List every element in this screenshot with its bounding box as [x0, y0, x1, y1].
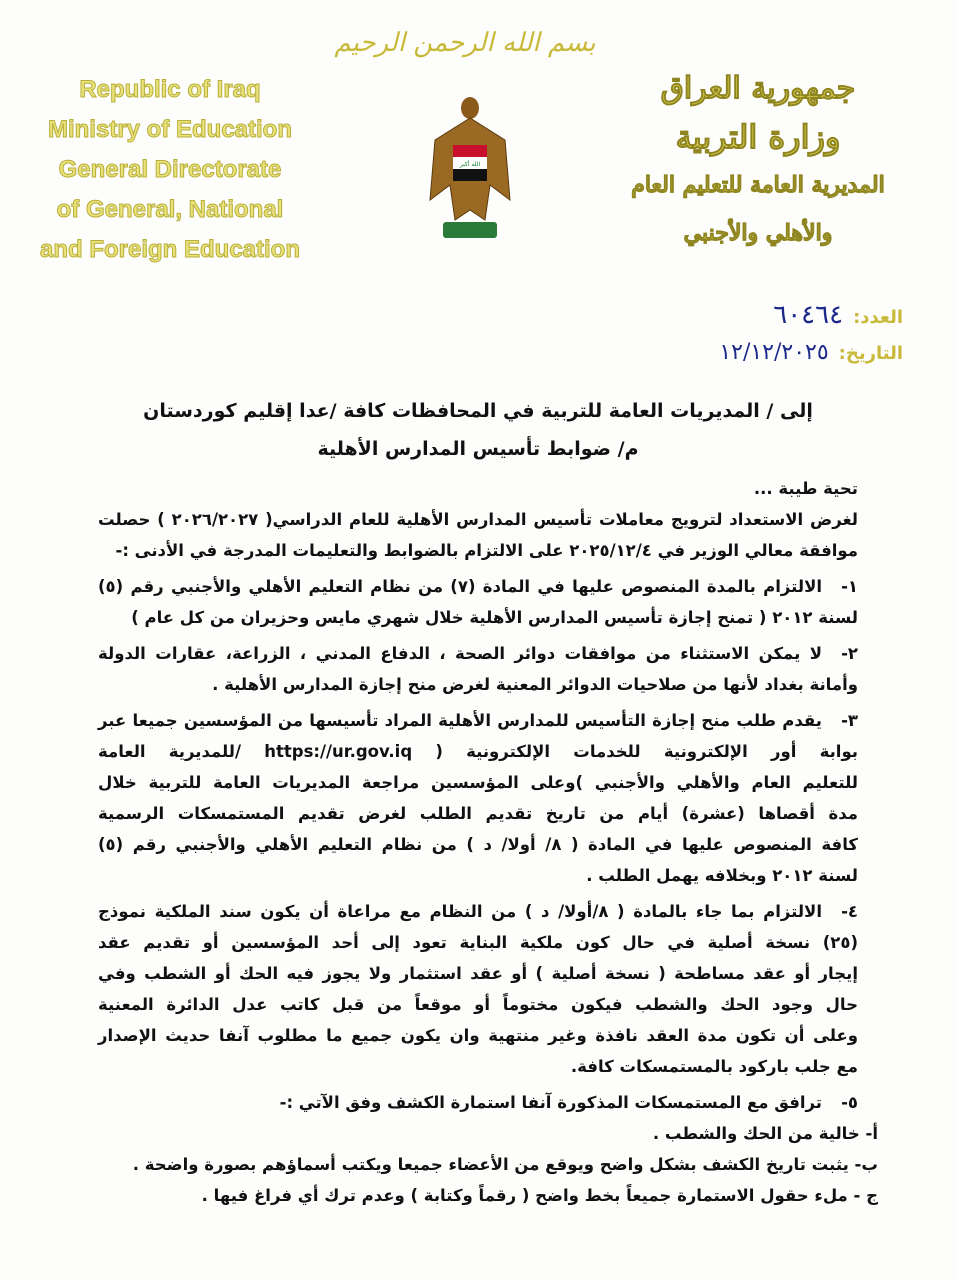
- subitem: ج - ملء حقول الاستمارة جميعاً بخط واضح ( رقماً وكتابة ) وعدم ترك أي فراغ فيها .: [201, 1186, 878, 1205]
- letterhead-line: المديرية العامة للتعليم العام: [631, 172, 885, 198]
- item-line: كافة المنصوص عليها في المادة ( ٨/ أولا/ د ) من نظام التعليم الأهلي والأجنبي رقم (٥): [98, 835, 859, 854]
- item-line: مدة أقصاها (عشرة) أيام من تاريخ تقديم الطلب لغرض تقديم المستمسكات الرسمية: [98, 804, 858, 823]
- item-line: (٢٥) نسخة أصلية في حال كون ملكية البناية تعود إلى أحد المؤسسين أو تقديم عقد: [98, 933, 858, 952]
- list-item: [98, 705, 858, 891]
- basmala: بسم الله الرحمن الرحيم: [334, 28, 596, 58]
- date-value: ١٢/١٢/٢٠٢٥: [719, 340, 829, 365]
- greeting: تحية طيبة ...: [753, 479, 858, 498]
- item-line: ترافق مع المستمسكات المذكورة آنفا استمارة الكشف وفق الآتي :-: [279, 1093, 822, 1112]
- subitem: ب- يثبت تاريخ الكشف بشكل واضح ويوقع من الأعضاء جميعا ويكتب أسماؤهم بصورة واضحة .: [132, 1155, 878, 1174]
- list-item: [98, 571, 858, 633]
- item-line: لسنة ٢٠١٢ ( تمنح إجازة تأسيس المدارس الأهلية خلال شهري مايس وحزيران من كل عام ): [131, 608, 858, 627]
- letterhead-line: وزارة التربية: [675, 118, 841, 156]
- subitem: أ- خالية من الحك والشطب .: [652, 1124, 878, 1143]
- number-label: العدد:: [853, 307, 903, 328]
- item-number: ٢-: [841, 644, 858, 663]
- letterhead-line: Republic of Iraq: [79, 76, 261, 103]
- item-line: بوابة أور الإلكترونية للخدمات الإلكترونية ( https://ur.gov.iq /للمديرية العامة: [98, 742, 858, 761]
- item-line: لا يمكن الاستثناء من موافقات دوائر الصحة ، الدفاع المدني ، الزراعة، عقارات الدولة: [98, 644, 822, 663]
- addressee: إلى / المديريات العامة للتربية في المحافظات كافة /عدا إقليم كوردستان: [143, 400, 813, 422]
- item-line: إيجار أو عقد مساطحة ( نسخة أصلية ) أو عقد استثمار ولا يجوز فيه الحك أو الشطب وفي: [98, 964, 858, 983]
- english-letterhead: [15, 70, 325, 270]
- letter-body: [98, 392, 878, 1211]
- item-line: وأمانة بغداد لأنها من صلاحيات الدوائر المعنية لغرض منح إجازة المدارس الأهلية .: [212, 675, 858, 694]
- item-line: حال وجود الحك والشطب فيكون مختوماً أو موقعاً من قبل كاتب عدل الدائرة المعنية: [98, 995, 858, 1014]
- intro-line: لغرض الاستعداد لترويج معاملات تأسيس المدارس الأهلية للعام الدراسي( ٢٠٢٦/٢٠٢٧ ) حصلت: [98, 510, 858, 529]
- intro-line: موافقة معالي الوزير في ٢٠٢٥/١٢/٤ على الالتزام بالضوابط والتعليمات المدرجة في الأدنى :-: [115, 541, 858, 560]
- number-value: ٦٠٤٦٤: [773, 300, 844, 330]
- list-item: [98, 1087, 858, 1118]
- item-line: وعلى أن تكون مدة العقد نافذة وغير منتهية وان يكون جميع ما مطلوب آنفا حديث الإصدار: [98, 1026, 858, 1045]
- subject: م/ ضوابط تأسيس المدارس الأهلية: [317, 438, 639, 460]
- letterhead-line: Ministry of Education: [47, 116, 292, 143]
- item-line: الالتزام بالمدة المنصوص عليها في المادة (٧) من نظام التعليم الأهلي والأجنبي رقم (٥): [98, 577, 823, 596]
- reference-number: [773, 300, 903, 330]
- iraq-eagle-emblem: [425, 90, 515, 250]
- letterhead-line: and Foreign Education: [39, 236, 300, 263]
- letterhead-line: والأهلي والأجنبي: [683, 220, 833, 246]
- item-line: لسنة ٢٠١٢ وبخلافه يهمل الطلب .: [586, 866, 858, 885]
- letterhead-line: of General, National: [56, 196, 284, 223]
- item-number: ٣-: [841, 711, 858, 730]
- item-line: للتعليم العام والأهلي والأجنبي )وعلى المؤسسين مراجعة المديريات العامة للتربية خلال: [98, 773, 858, 792]
- item-number: ٤-: [841, 902, 858, 921]
- reference-date: [719, 340, 903, 365]
- list-item: [98, 896, 858, 1082]
- item-number: ٥-: [841, 1093, 858, 1112]
- item-line: الالتزام بما جاء بالمادة ( ٨/أولا/ د ) من النظام مع مراعاة أن يكون سند الملكية نموذج: [98, 902, 823, 921]
- emblem-text: الله أكبر: [459, 161, 481, 168]
- item-line: يقدم طلب منح إجازة التأسيس للمدارس الأهلية المراد تأسيسها من المؤسسين جميعا عبر: [98, 711, 822, 730]
- arabic-letterhead: [588, 65, 928, 257]
- letterhead-line: جمهورية العراق: [660, 71, 856, 106]
- item-number: ١-: [841, 577, 858, 596]
- item-line: مع جلب باركود بالمستمسكات كافة.: [570, 1057, 858, 1076]
- list-item: [98, 638, 858, 700]
- letterhead-line: General Directorate: [58, 156, 282, 183]
- date-label: التاريخ:: [838, 343, 903, 364]
